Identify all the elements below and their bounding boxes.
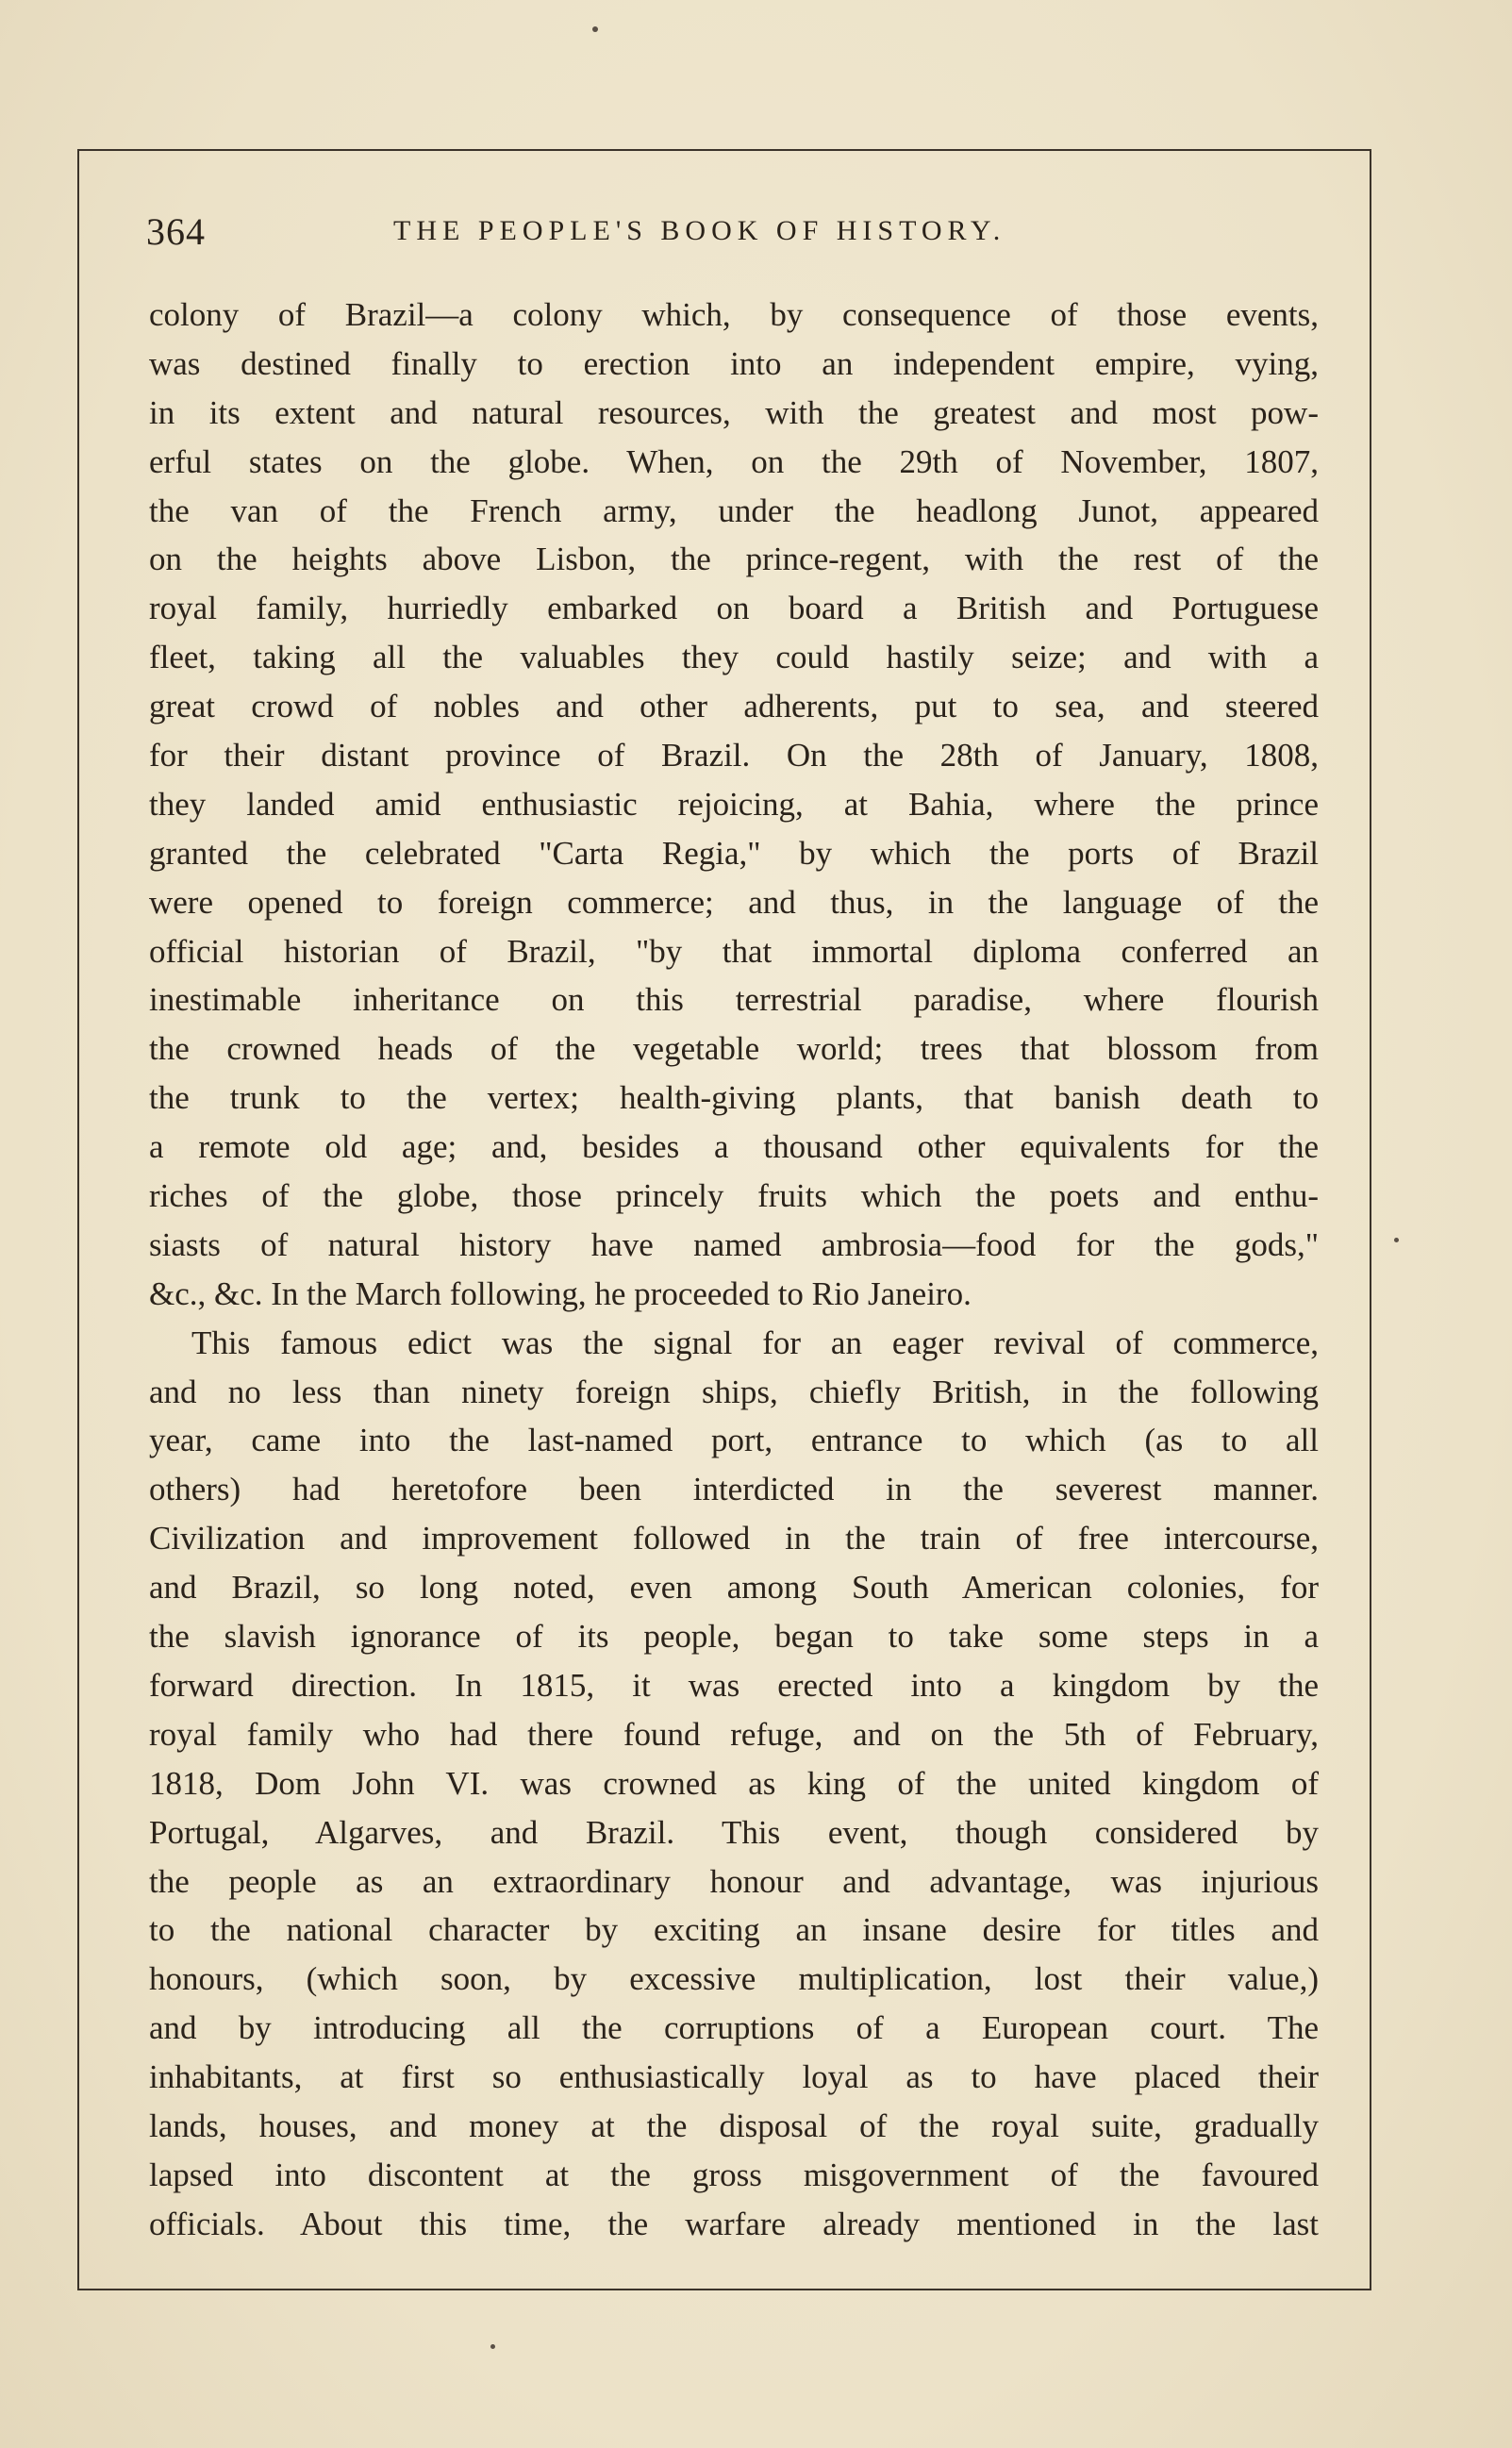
text-line: they landed amid enthusiastic rejoicing, at Bahia, where the prince xyxy=(149,785,1319,823)
text-line: erful states on the globe. When, on the 29th of November, 1807, xyxy=(149,442,1319,480)
text-line: lapsed into discontent at the gross misgovernment of the favoured xyxy=(149,2156,1319,2193)
text-line: royal family who had there found refuge, and on the 5th of February, xyxy=(149,1715,1319,1753)
running-title: THE PEOPLE'S BOOK OF HISTORY. xyxy=(393,215,1006,246)
body-text xyxy=(149,291,1319,2249)
text-line: the crowned heads of the vegetable world; trees that blossom from xyxy=(149,1030,1319,1068)
text-line: in its extent and natural resources, with the greatest and most pow- xyxy=(149,393,1319,431)
text-line: a remote old age; and, besides a thousand other equivalents for the xyxy=(149,1128,1319,1166)
print-speck xyxy=(490,2344,495,2349)
text-line: inhabitants, at first so enthusiastically loyal as to have placed their xyxy=(149,2058,1319,2096)
text-line: Civilization and improvement followed in the train of free intercourse, xyxy=(149,1520,1319,1557)
text-line: royal family, hurriedly embarked on board a British and Portuguese xyxy=(149,590,1319,627)
text-line: for their distant province of Brazil. On the 28th of January, 1808, xyxy=(149,737,1319,774)
text-line: to the national character by exciting an insane desire for titles and xyxy=(149,1911,1319,1949)
text-line: forward direction. In 1815, it was erected into a kingdom by the xyxy=(149,1666,1319,1704)
text-line: year, came into the last-named port, entrance to which (as to all xyxy=(149,1422,1319,1459)
text-line: riches of the globe, those princely fruits which the poets and enthu- xyxy=(149,1177,1319,1215)
text-line: the van of the French army, under the headlong Junot, appeared xyxy=(149,491,1319,529)
text-line: honours, (which soon, by excessive multiplication, lost their value,) xyxy=(149,1960,1319,1998)
text-line: fleet, taking all the valuables they could hastily seize; and with a xyxy=(149,639,1319,676)
page-header xyxy=(146,209,1321,257)
text-line: official historian of Brazil, "by that immortal diploma conferred an xyxy=(149,932,1319,970)
text-line: colony of Brazil—a colony which, by consequence of those events, xyxy=(149,296,1319,333)
text-line: 1818, Dom John VI. was crowned as king of the united kingdom of xyxy=(149,1764,1319,1802)
text-line: and no less than ninety foreign ships, chiefly British, in the following xyxy=(149,1373,1319,1410)
text-line: and by introducing all the corruptions of a European court. The xyxy=(149,2009,1319,2047)
text-line: and Brazil, so long noted, even among South American colonies, for xyxy=(149,1569,1319,1607)
text-line: lands, houses, and money at the disposal of the royal suite, gradually xyxy=(149,2107,1319,2144)
text-line: siasts of natural history have named ambrosia—food for the gods," xyxy=(149,1225,1319,1263)
text-line: the trunk to the vertex; health-giving plants, that banish death to xyxy=(149,1079,1319,1117)
text-line: Portugal, Algarves, and Brazil. This event, though considered by xyxy=(149,1813,1319,1851)
text-line: the people as an extraordinary honour and advantage, was injurious xyxy=(149,1862,1319,1900)
text-line: the slavish ignorance of its people, began to take some steps in a xyxy=(149,1618,1319,1656)
print-speck xyxy=(592,26,598,32)
text-line: on the heights above Lisbon, the prince-regent, with the rest of the xyxy=(149,541,1319,578)
print-speck xyxy=(1394,1238,1399,1242)
text-line: officials. About this time, the warfare already mentioned in the last xyxy=(149,2205,1319,2242)
text-line: inestimable inheritance on this terrestrial paradise, where flourish xyxy=(149,981,1319,1019)
text-line: others) had heretofore been interdicted in the severest manner. xyxy=(149,1471,1319,1508)
page-number: 364 xyxy=(146,210,206,253)
text-line: granted the celebrated "Carta Regia," by which the ports of Brazil xyxy=(149,834,1319,872)
text-line: &c., &c. In the March following, he proceeded to Rio Janeiro. xyxy=(149,1274,972,1312)
text-line: was destined finally to erection into an independent empire, vying, xyxy=(149,344,1319,382)
text-line: great crowd of nobles and other adherents, put to sea, and steered xyxy=(149,688,1319,725)
text-line: were opened to foreign commerce; and thus, in the language of the xyxy=(149,883,1319,921)
text-line: This famous edict was the signal for an eager revival of commerce, xyxy=(191,1324,1319,1361)
